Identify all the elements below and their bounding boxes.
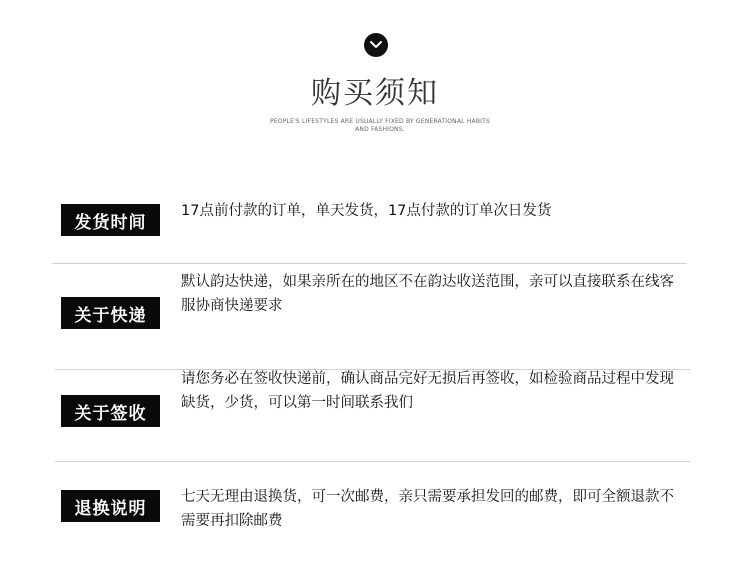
page-subtitle: PEOPLE'S LIFESTYLES ARE USUALLY FIXED BY GENERATIONAL HABITS AND FASHIONS. — [270, 118, 490, 133]
section-text-returns: 七天无理由退换货，可一次邮费，亲只需要承担发回的邮费，即可全额退款不需要再扣除邮费 — [181, 489, 674, 529]
section-divider — [55, 461, 690, 462]
section-text-signing: 请您务必在签收快递前，确认商品完好无损后再签收，如检验商品过程中发现缺货，少货，可以第一时间联系我们 — [181, 371, 674, 411]
section-label-signing: 关于签收 — [61, 395, 160, 427]
section-label-courier: 关于快递 — [61, 297, 160, 329]
section-label-shipping-time: 发货时间 — [61, 204, 160, 236]
section-text-shipping-time: 17点前付款的订单，单天发货，17点付款的订单次日发货 — [181, 203, 552, 219]
section-divider — [52, 263, 687, 264]
section-text-courier: 默认韵达快递，如果亲所在的地区不在韵达收送范围，亲可以直接联系在线客服协商快递要求 — [181, 274, 674, 314]
section-label-returns: 退换说明 — [61, 490, 160, 522]
page-title: 购买须知 — [311, 76, 439, 111]
chevron-down-icon — [364, 33, 388, 57]
